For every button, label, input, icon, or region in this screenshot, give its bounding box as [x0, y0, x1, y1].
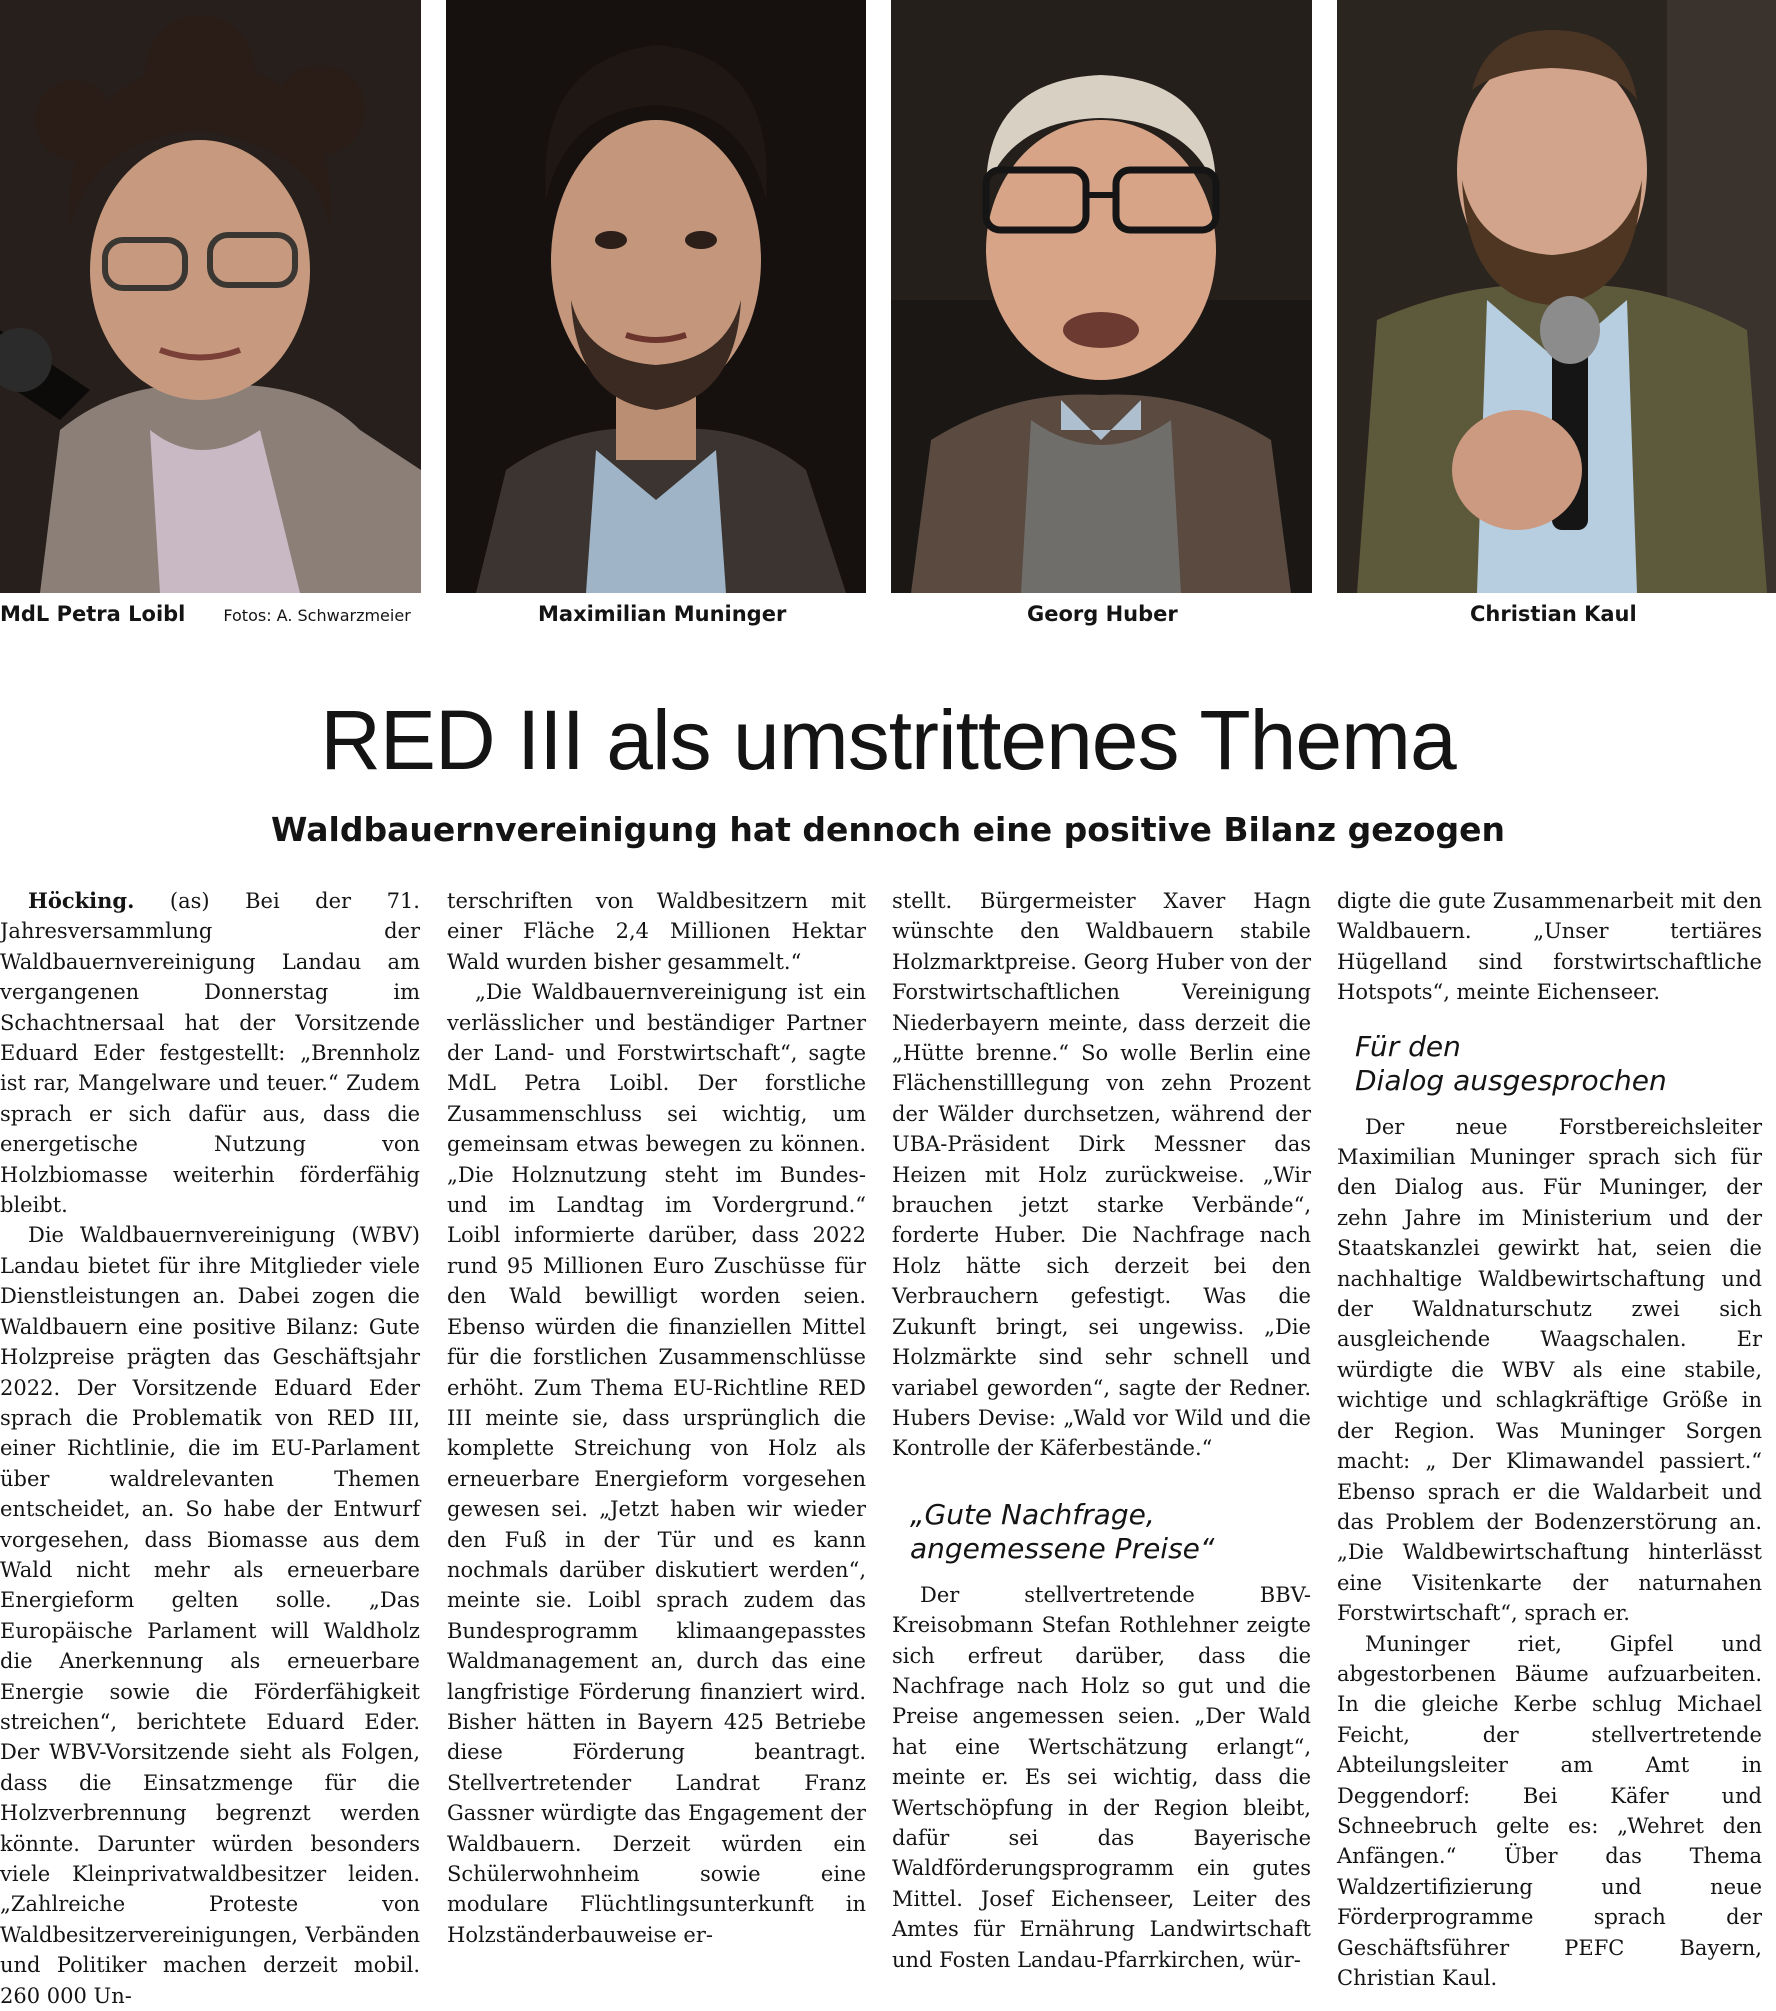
caption-name: Christian Kaul [1470, 602, 1637, 626]
portrait-illustration [446, 0, 866, 593]
interheading [892, 1498, 1311, 1566]
caption-name: Georg Huber [1027, 602, 1178, 626]
paragraph: digte die gute Zusammenarbeit mit den Waldbauern. „Unser tertiäres Hügelland sind forstwirtschaftliche Hotspots“, meinte Eichenseer. [1337, 889, 1762, 1005]
photo-georg-huber [891, 0, 1312, 593]
article-column-1 [0, 886, 420, 2011]
photo-caption [0, 600, 411, 628]
caption-name: MdL Petra Loibl [0, 602, 186, 626]
paragraph-text: (as) Bei der 71. Jahresversammlung der Waldbauernvereinigung Landau am vergangenen Donnerstag im Schachtnersaal hat der Vorsitzende Eduard Eder festgestellt: „Brennholz ist rar, Mangelware und teuer.“ Zudem sprach er sich dafür aus, dass die energetische Nutzung von Holzbiomasse weiterhin förderfähig bleibt. [0, 889, 420, 1218]
interheading-line: „Gute Nachfrage, [910, 1497, 1155, 1531]
photo-caption [1470, 600, 1637, 628]
article-column-2 [447, 886, 866, 1950]
article-column-4 [1337, 886, 1762, 1993]
article-headline: RED III als umstrittenes Thema [320, 693, 1456, 787]
photo-caption [538, 600, 786, 628]
paragraph: terschriften von Waldbesitzern mit einer Fläche 2,4 Millionen Hektar Wald wurden bisher gesammelt.“ [447, 889, 866, 974]
interheading [1337, 1030, 1762, 1098]
photo-christian-kaul [1337, 0, 1776, 593]
paragraph: „Die Waldbauernvereinigung ist ein verlässlicher und beständiger Partner der Land- und Forstwirtschaft“, sagte MdL Petra Loibl. Der forstliche Zusammenschluss sei wichtig, um gemeinsam etwas bewegen zu können. „Die Holznutzung steht im Bundes- und im Landtag im Vordergrund.“ Loibl informierte darüber, dass 2022 rund 95 Millionen Euro Zuschüsse für den Wald bewilligt worden seien. Ebenso würden die finanziellen Mittel für die forstlichen Zusammenschlüsse erhöht. Zum Thema EU-Richtline RED III meinte sie, dass ursprünglich die komplette Streichung von Holz als erneuerbare Energieform vorgesehen gewesen sei. „Jetzt haben wir wieder den Fuß in der Tür und es kann nochmals darüber diskutiert werden“, meinte sie. Loibl sprach zudem das Bundesprogramm klimaangepasstes Waldmanagement an, durch das eine langfristige Förderung finanziert wird. Bisher hätten in Bayern 425 Betriebe diese Förderung beantragt. Stellvertretender Landrat Franz Gassner würdigte das Engagement der Waldbauern. Derzeit würden ein Schülerwohnheim sowie eine modulare Flüchtlingsunterkunft in Holzständerbauweise er- [447, 980, 866, 1947]
photo-caption [1027, 600, 1178, 628]
photo-petra-loibl [0, 0, 421, 593]
caption-name: Maximilian Muninger [538, 602, 787, 626]
photo-credit: Fotos: A. Schwarzmeier [223, 606, 411, 625]
paragraph: Muninger riet, Gipfel und abgestorbenen Bäume aufzuarbeiten. In die gleiche Kerbe schlug Michael Feicht, der stellvertretende Abteilungsleiter am Amt in Deggendorf: Bei Käfer und Schneebruch gelte es: „Wehret den Anfängen.“ Über das Thema Waldzertifizierung und neue Förderprogramme sprach der Geschäftsführer PEFC Bayern, Christian Kaul. [1337, 1631, 1762, 1990]
photo-maximilian-muninger [446, 0, 866, 593]
article-subheadline: Waldbauernvereinigung hat dennoch eine positive Bilanz gezogen [271, 810, 1505, 849]
portrait-illustration [891, 0, 1312, 593]
paragraph: Die Waldbauernvereinigung (WBV) Landau bietet für ihre Mitglieder viele Dienstleistungen an. Dabei zogen die Waldbauern eine positive Bilanz: Gute Holzpreise prägten das Geschäftsjahr 2022. Der Vorsitzende Eduard Eder sprach die Problematik von RED III, einer Richtlinie, die im EU-Parlament über waldrelevanten Themen entscheidet, an. So habe der Entwurf vorgesehen, dass Biomasse aus dem Wald nicht mehr als erneuerbare Energieform gelten solle. „Das Europäische Parlament will Waldholz die Anerkennung als erneuerbare Energie sowie die Förderfähigkeit streichen“, berichtete Eduard Eder. Der WBV-Vorsitzende sieht als Folgen, dass die Einsatzmenge für die Holzverbrennung begrenzt werden könnte. Darunter würden besonders viele Kleinprivatwaldbesitzer leiden. „Zahlreiche Proteste von Waldbesitzervereinigungen, Verbänden und Politiker machen derzeit mobil. 260 000 Un- [0, 1223, 420, 2008]
interheading-line: angemessene Preise“ [910, 1531, 1215, 1565]
portrait-illustration [0, 0, 421, 593]
paragraph: Der stellvertretende BBV-Kreisobmann Stefan Rothlehner zeigte sich erfreut darüber, dass die Nachfrage nach Holz so gut und die Preise angemessen seien. „Der Wald hat eine Wertschätzung erlangt“, meinte er. Es sei wichtig, dass die Wertschöpfung in der Region bleibt, dafür sei das Bayerische Waldförderungsprogramm ein gutes Mittel. Josef Eichenseer, Leiter des Amtes für Ernährung Landwirtschaft und Fosten Landau-Pfarrkirchen, wür- [892, 1582, 1311, 1972]
interheading-line: Für den [1355, 1029, 1461, 1063]
article-column-3 [892, 886, 1311, 1975]
portrait-illustration [1337, 0, 1776, 593]
interheading-line: Dialog ausgesprochen [1355, 1063, 1667, 1097]
dateline: Höcking. [28, 888, 135, 913]
paragraph: Der neue Forstbereichsleiter Maximilian Muninger sprach sich für den Dialog aus. Für Muninger, der zehn Jahre im Ministerium und der Staatskanzlei gewirkt hat, seien die nachhaltige Waldbewirtschaftung und der Waldnaturschutz zwei sich ausgleichende Waagschalen. Er würdigte die WBV als eine stabile, wichtige und schlagkräftige Größe in der Region. Was Muninger Sorgen macht: „ Der Klimawandel passiert.“ Ebenso sprach er die Waldarbeit und das Problem der Bodenzerstörung an. „Die Waldbewirtschaftung hinterlässt eine Visitenkarte der naturnahen Forstwirtschaft“, sprach er. [1337, 1114, 1762, 1626]
paragraph: stellt. Bürgermeister Xaver Hagn wünschte den Waldbauern stabile Holzmarktpreise. Georg Huber von der Forstwirtschaftlichen Vereinigung Niederbayern meinte, dass derzeit die „Hütte brenne.“ So wolle Berlin eine Flächenstilllegung von zehn Prozent der Wälder durchsetzen, während der UBA-Präsident Dirk Messner das Heizen mit Holz zurückweise. „Wir brauchen jetzt starke Verbände“, forderte Huber. Die Nachfrage nach Holz hätte sich derzeit bei den Verbrauchern gefestigt. Was die Zukunft bringt, sei ungewiss. „Die Holzmärkte sind sehr schnell und variabel geworden“, sagte der Redner. Hubers Devise: „Wald vor Wild und die Kontrolle der Käferbestände.“ [892, 889, 1311, 1461]
paragraph [0, 886, 420, 1220]
